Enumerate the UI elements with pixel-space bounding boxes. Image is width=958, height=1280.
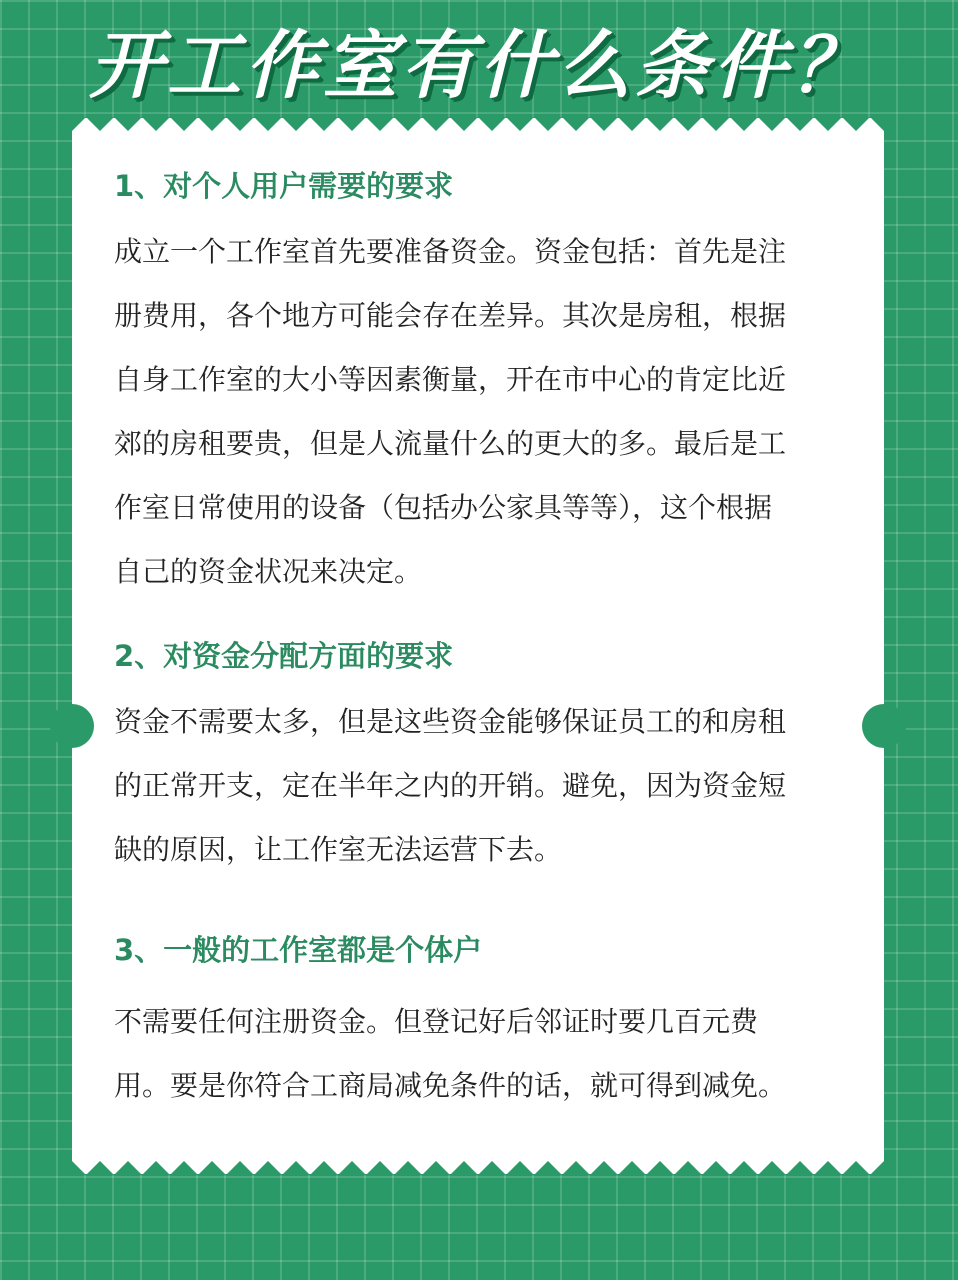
paragraph-line: 成立一个工作室首先要准备资金。资金包括：首先是注 xyxy=(114,235,787,268)
section-heading: 2、对资金分配方面的要求 xyxy=(114,639,454,673)
section-paragraph xyxy=(114,220,844,604)
paragraph-line: 缺的原因，让工作室无法运营下去。 xyxy=(114,833,563,866)
paragraph-line: 用。要是你符合工商局减免条件的话，就可得到减免。 xyxy=(114,1069,787,1102)
zigzag-top-edge xyxy=(72,117,884,131)
section-paragraph xyxy=(114,990,844,1118)
section-heading: 1、对个人用户需要的要求 xyxy=(114,169,454,203)
paragraph-line: 作室日常使用的设备（包括办公家具等等），这个根据 xyxy=(114,491,773,524)
content-card xyxy=(72,118,884,1174)
zigzag-bottom-edge xyxy=(72,1161,884,1175)
card-notch-right xyxy=(862,704,906,748)
paragraph-line: 自身工作室的大小等因素衡量，开在市中心的肯定比近 xyxy=(114,363,787,396)
section-1 xyxy=(114,158,844,604)
paragraph-line: 不需要任何注册资金。但登记好后邻证时要几百元费 xyxy=(114,1005,759,1038)
section-paragraph xyxy=(114,690,844,882)
paragraph-line: 资金不需要太多，但是这些资金能够保证员工的和房租 xyxy=(114,705,787,738)
section-3 xyxy=(114,922,844,1118)
article-body xyxy=(114,158,844,1118)
paragraph-line: 郊的房租要贵，但是人流量什么的更大的多。最后是工 xyxy=(114,427,787,460)
paragraph-line: 自己的资金状况来决定。 xyxy=(114,555,423,588)
section-2 xyxy=(114,628,844,882)
paragraph-line: 的正常开支，定在半年之内的开销。避免，因为资金短 xyxy=(114,769,787,802)
page-title: 开工作室有什么条件？ xyxy=(89,23,869,109)
card-notch-left xyxy=(50,704,94,748)
paragraph-line: 册费用，各个地方可能会存在差异。其次是房租，根据 xyxy=(114,299,787,332)
section-heading: 3、一般的工作室都是个体户 xyxy=(114,933,483,967)
